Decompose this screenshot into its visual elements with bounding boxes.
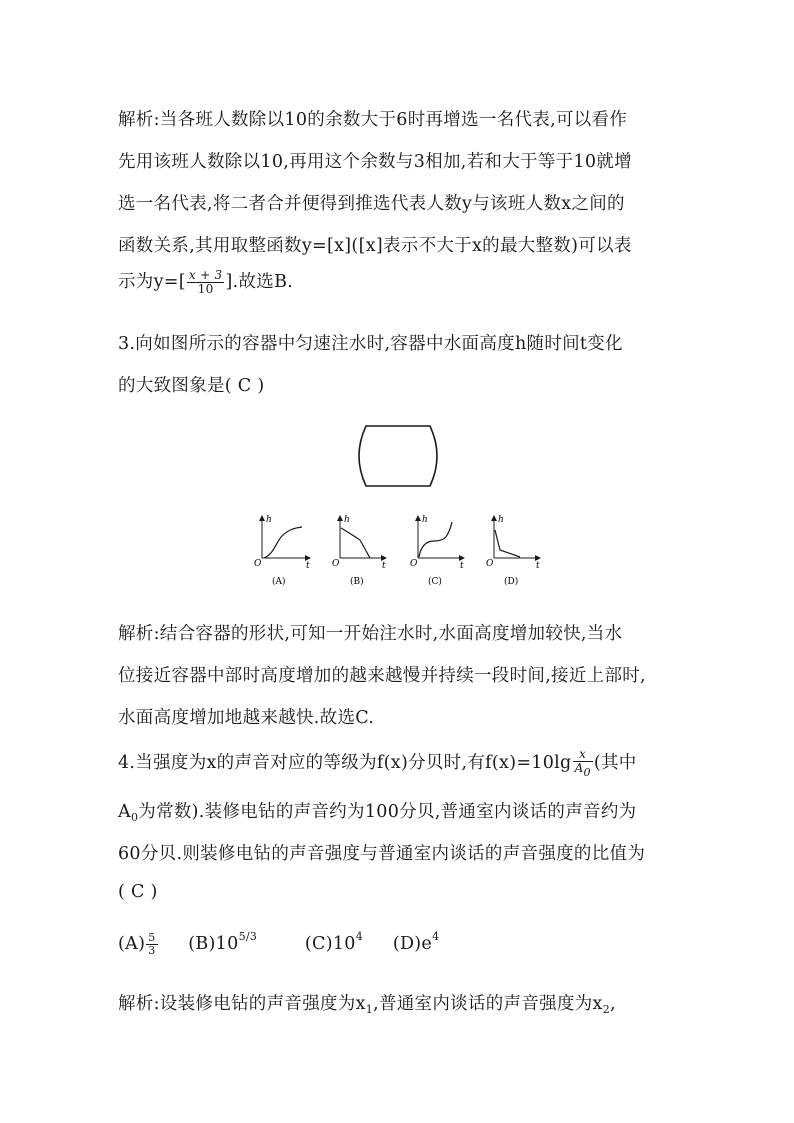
graph-d-h-label: h bbox=[498, 515, 504, 525]
graph-c-origin: O bbox=[410, 559, 418, 569]
q4-line1-prefix: 4.当强度为x的声音对应的等级为f(x)分贝时,有f(x)=10lg bbox=[118, 753, 572, 773]
graph-a bbox=[254, 515, 310, 587]
graph-c-t-label: t bbox=[460, 561, 464, 571]
graph-a-h-label: h bbox=[266, 515, 272, 525]
formula-prefix: 示为y=[ bbox=[118, 272, 186, 292]
fraction-numerator: x + 3 bbox=[188, 268, 223, 282]
option-d: $(D)e^4$ bbox=[392, 930, 440, 954]
q4-options bbox=[118, 930, 439, 957]
answer-graphs bbox=[250, 510, 550, 590]
q3-line2: 的大致图象是( C ) bbox=[118, 376, 265, 396]
q4-fraction bbox=[573, 748, 593, 779]
q3-line1: 3.向如图所示的容器中匀速注水时,容器中水面高度h随时间t变化 bbox=[118, 334, 623, 354]
fraction-denominator: 10 bbox=[197, 282, 214, 296]
q4-line4: ( C ) bbox=[118, 882, 158, 902]
analysis2-line2: 先用该班人数除以10,再用这个余数与3相加,若和大于等于10就增 bbox=[118, 152, 632, 172]
graph-c-h-label: h bbox=[422, 515, 428, 525]
graph-a-label: (A) bbox=[272, 577, 286, 587]
q4-fraction-denominator: A0 bbox=[574, 761, 591, 779]
graph-b-label: (B) bbox=[350, 577, 364, 587]
q4-line2: $A_0$为常数).装修电钻的声音约为100分贝,普通室内谈话的声音约为 bbox=[118, 802, 637, 824]
q4-fraction-numerator: x bbox=[573, 748, 593, 762]
analysis2-line4: 函数关系,其用取整函数y=[x]([x]表示不大于x的最大整数)可以表 bbox=[118, 236, 632, 256]
analysis2-line1: 解析:当各班人数除以10的余数大于6时再增选一名代表,可以看作 bbox=[118, 110, 628, 130]
analysis3-line2: 位接近容器中部时高度增加的越来越慢并持续一段时间,接近上部时, bbox=[118, 666, 646, 686]
analysis3-line3: 水面高度增加地越来越快.故选C. bbox=[118, 708, 375, 728]
option-c: $(C)10^4$ bbox=[304, 930, 364, 954]
q4-line1 bbox=[118, 748, 637, 779]
fraction bbox=[187, 269, 225, 296]
graph-b bbox=[332, 515, 386, 587]
graph-a-t-label: t bbox=[306, 561, 310, 571]
graph-b-h-label: h bbox=[344, 515, 350, 525]
option-a: (A) $\frac{5}{3}$ bbox=[118, 931, 156, 957]
analysis2-line5 bbox=[118, 268, 293, 296]
option-b: $(B)10^{5/3}$ bbox=[188, 930, 258, 954]
graph-d-t-label: t bbox=[536, 561, 540, 571]
analysis2-line3: 选一名代表,将二者合并便得到推选代表人数y与该班人数x之间的 bbox=[118, 194, 625, 214]
graph-b-t-label: t bbox=[382, 561, 386, 571]
graph-c-label: (C) bbox=[428, 577, 442, 587]
graph-d-label: (D) bbox=[504, 577, 519, 587]
graph-d bbox=[486, 515, 540, 587]
q4-line1-suffix: (其中 bbox=[593, 753, 637, 773]
graph-d-origin: O bbox=[486, 559, 494, 569]
graph-b-origin: O bbox=[332, 559, 340, 569]
container-figure bbox=[352, 424, 444, 488]
graph-c bbox=[410, 515, 464, 587]
q4-line3: 60分贝.则装修电钻的声音强度与普通室内谈话的声音强度的比值为 bbox=[118, 844, 646, 864]
graph-a-origin: O bbox=[254, 559, 262, 569]
formula-suffix: ].故选B. bbox=[225, 272, 294, 292]
analysis3-line1: 解析:结合容器的形状,可知一开始注水时,水面高度增加较快,当水 bbox=[118, 624, 623, 644]
analysis4-line1: 解析:设装修电钻的声音强度为$x_1$,普通室内谈话的声音强度为$x_2$, bbox=[118, 994, 616, 1016]
